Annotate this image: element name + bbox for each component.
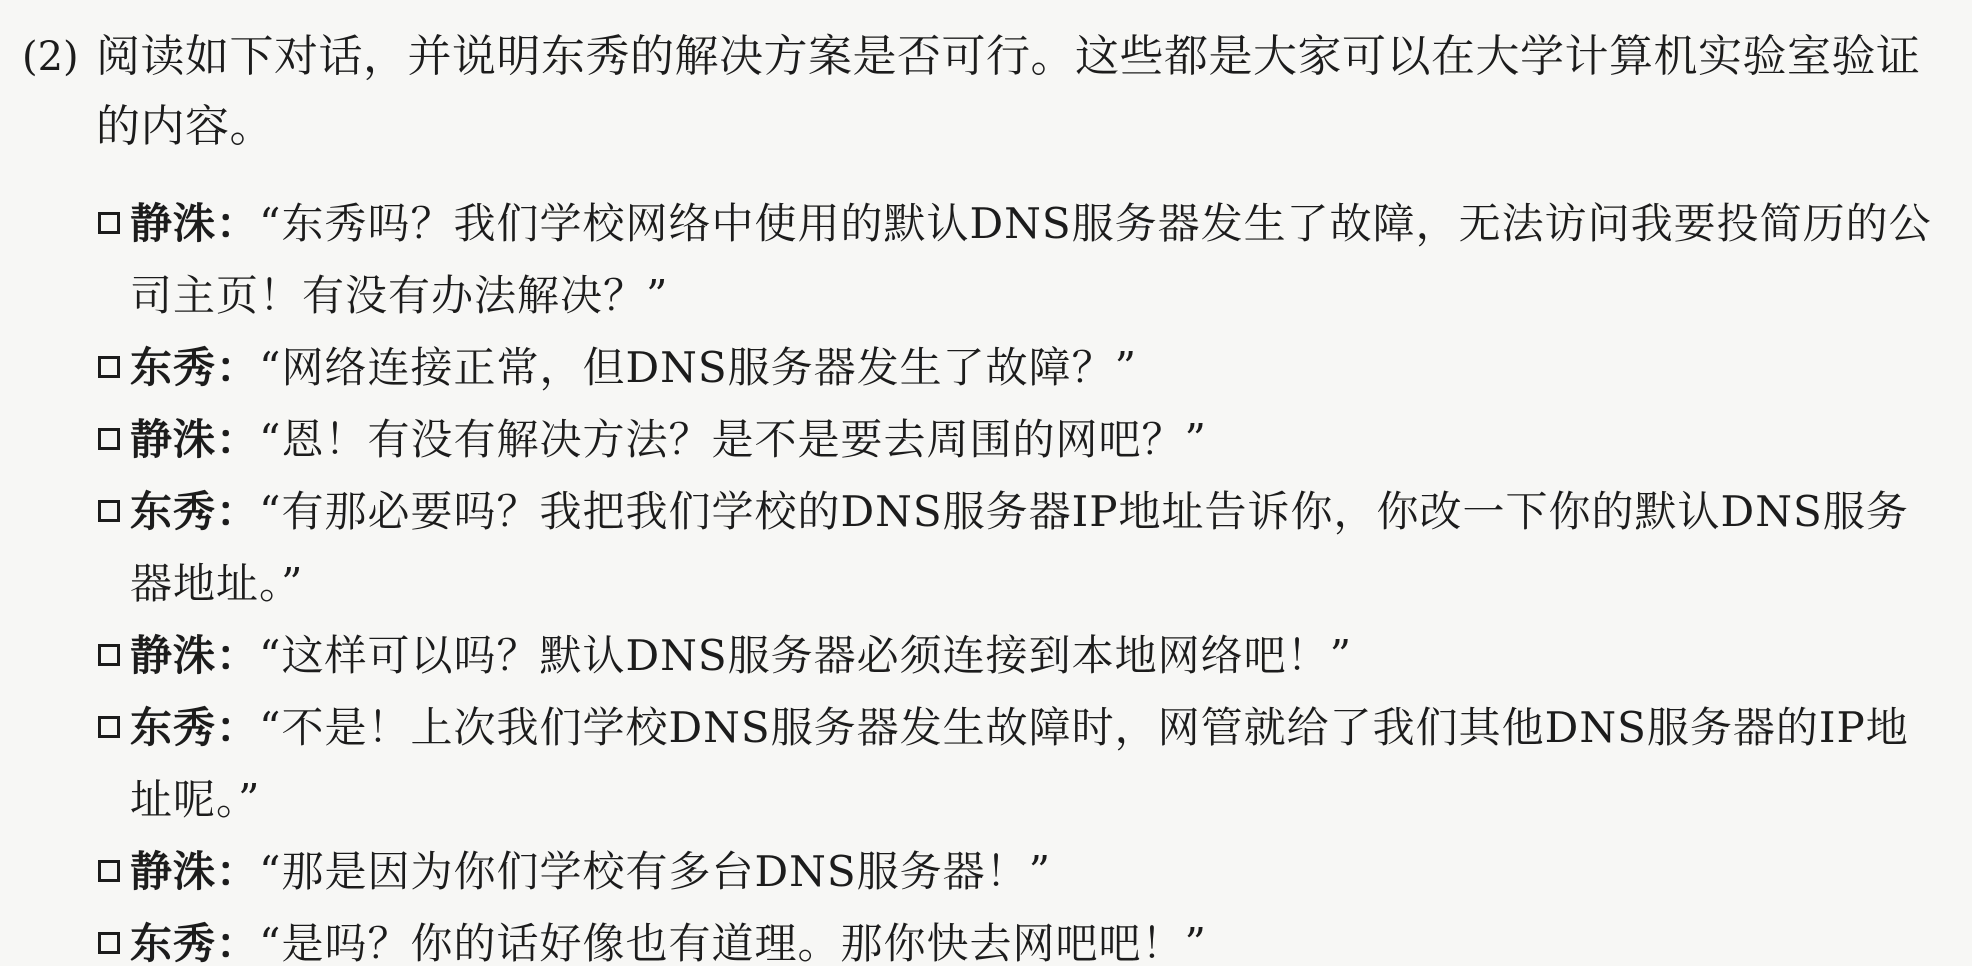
checkbox-bullet-icon [92,620,130,690]
dialogue-text: “网络连接正常，但DNS服务器发生了故障？” [259,343,1138,392]
checkbox-bullet-icon [92,476,130,546]
speaker-name: 静洙： [130,199,260,248]
dialogue-list [22,188,1948,966]
checkbox-bullet-icon [92,332,130,402]
dialogue-line [92,620,1948,692]
checkbox-bullet-icon [92,188,130,258]
speaker-name: 东秀： [130,343,260,392]
dialogue-line [92,836,1948,908]
speaker-name: 静洙： [130,847,260,896]
dialogue-line [92,404,1948,476]
checkbox-bullet-icon [92,692,130,762]
speaker-name: 东秀： [130,487,260,536]
question-text: 阅读如下对话，并说明东秀的解决方案是否可行。这些都是大家可以在大学计算机实验室验证的内容。 [96,31,1921,152]
speaker-name: 东秀： [130,919,260,966]
speaker-name: 静洙： [130,415,260,464]
dialogue-text: “是吗？你的话好像也有道理。那你快去网吧吧！” [259,919,1207,966]
speaker-name: 静洙： [130,631,260,680]
dialogue-text: “有那必要吗？我把我们学校的DNS服务器IP地址告诉你，你改一下你的默认DNS服务器地址。” [130,487,1909,608]
dialogue-line [92,476,1948,620]
checkbox-bullet-icon [92,908,130,966]
dialogue-text: “东秀吗？我们学校网络中使用的默认DNS服务器发生了故障，无法访问我要投简历的公司主页！有没有办法解决？” [130,199,1932,320]
dialogue-line [92,692,1948,836]
dialogue-text: “这样可以吗？默认DNS服务器必须连接到本地网络吧！” [259,631,1353,680]
dialogue-line [92,908,1948,966]
question-number: (2) [22,34,79,80]
dialogue-text: “那是因为你们学校有多台DNS服务器！” [259,847,1052,896]
question-block [22,22,1948,162]
speaker-name: 东秀： [130,703,260,752]
checkbox-bullet-icon [92,836,130,906]
dialogue-line [92,188,1948,332]
dialogue-text: “不是！上次我们学校DNS服务器发生故障时，网管就给了我们其他DNS服务器的IP地址呢。” [130,703,1909,824]
dialogue-text: “恩！有没有解决方法？是不是要去周围的网吧？” [259,415,1207,464]
dialogue-line [92,332,1948,404]
checkbox-bullet-icon [92,404,130,474]
